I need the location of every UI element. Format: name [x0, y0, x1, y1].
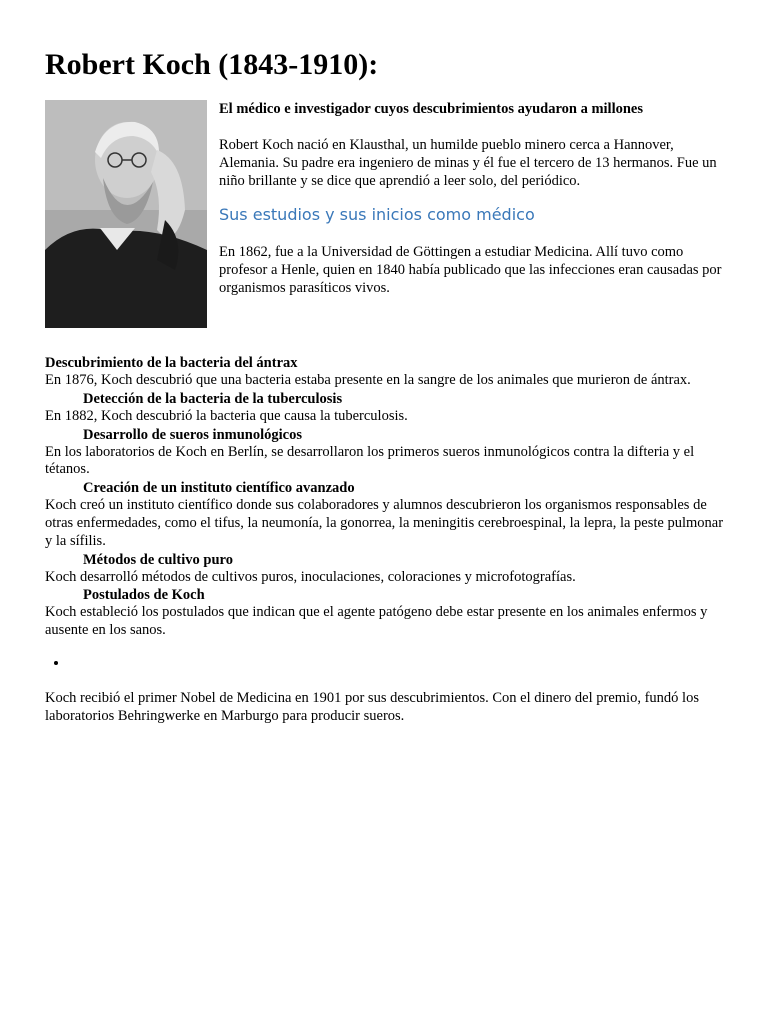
section-heading: Detección de la bacteria de la tuberculosis	[83, 390, 343, 407]
section-heading: Métodos de cultivo puro	[83, 551, 233, 568]
section-text: Koch creó un instituto científico donde sus colaboradores y alumnos descubrieron los organismos responsables de otras enfermedades, como el tifus, la neumonía, la gonorrea, la meningitis cerebroespinal, la lepra, la peste pulmonar y la sífilis.	[45, 497, 724, 549]
section-text: Koch desarrolló métodos de cultivos puros, inoculaciones, coloraciones y microfotografías.	[45, 568, 576, 585]
studies-paragraph: En 1862, fue a la Universidad de Göttingen a estudiar Medicina. Allí tuvo como profesor a Henle, quien en 1840 había publicado que las infecciones eran causadas por organismos parasíticos vivos.	[219, 244, 722, 296]
empty-bullet-item	[69, 654, 725, 672]
section-text: Koch estableció los postulados que indican que el agente patógeno debe estar presente en los animales enfermos y ausente en los sanos.	[45, 604, 708, 639]
article-subtitle: El médico e investigador cuyos descubrimientos ayudaron a millones	[219, 101, 644, 117]
section-text: En 1876, Koch descubrió que una bacteria estaba presente en la sangre de los animales que murieron de ántrax.	[45, 372, 691, 388]
section-text: En 1882, Koch descubrió la bacteria que causa la tuberculosis.	[45, 407, 408, 424]
discoveries-section	[45, 354, 725, 725]
section-heading: Creación de un instituto científico avanzado	[83, 480, 355, 497]
intro-paragraph: Robert Koch nació en Klausthal, un humilde pueblo minero cerca a Hannover, Alemania. Su padre era ingeniero de minas y él fue el tercero de 13 hermanos. Fue un niño brillante y se dice que aprendió a leer solo, del periódico.	[219, 137, 717, 189]
section-text: En los laboratorios de Koch en Berlín, se desarrollaron los primeros sueros inmunológicos contra la difteria y el tétanos.	[45, 443, 695, 478]
empty-bullet-list	[45, 654, 725, 672]
section-heading: Postulados de Koch	[83, 587, 205, 604]
closing-paragraph: Koch recibió el primer Nobel de Medicina en 1901 por sus descubrimientos. Con el dinero del premio, fundó los laboratorios Behringwerke en Marburgo para producir sueros.	[45, 689, 699, 724]
portrait-photo	[45, 100, 207, 328]
page-title: Robert Koch (1843-1910):	[45, 48, 379, 81]
studies-heading: Sus estudios y sus inicios como médico	[219, 205, 535, 224]
section-heading: Descubrimiento de la bacteria del ántrax	[45, 355, 298, 371]
section-heading: Desarrollo de sueros inmunológicos	[83, 426, 302, 443]
intro-column	[219, 100, 725, 297]
